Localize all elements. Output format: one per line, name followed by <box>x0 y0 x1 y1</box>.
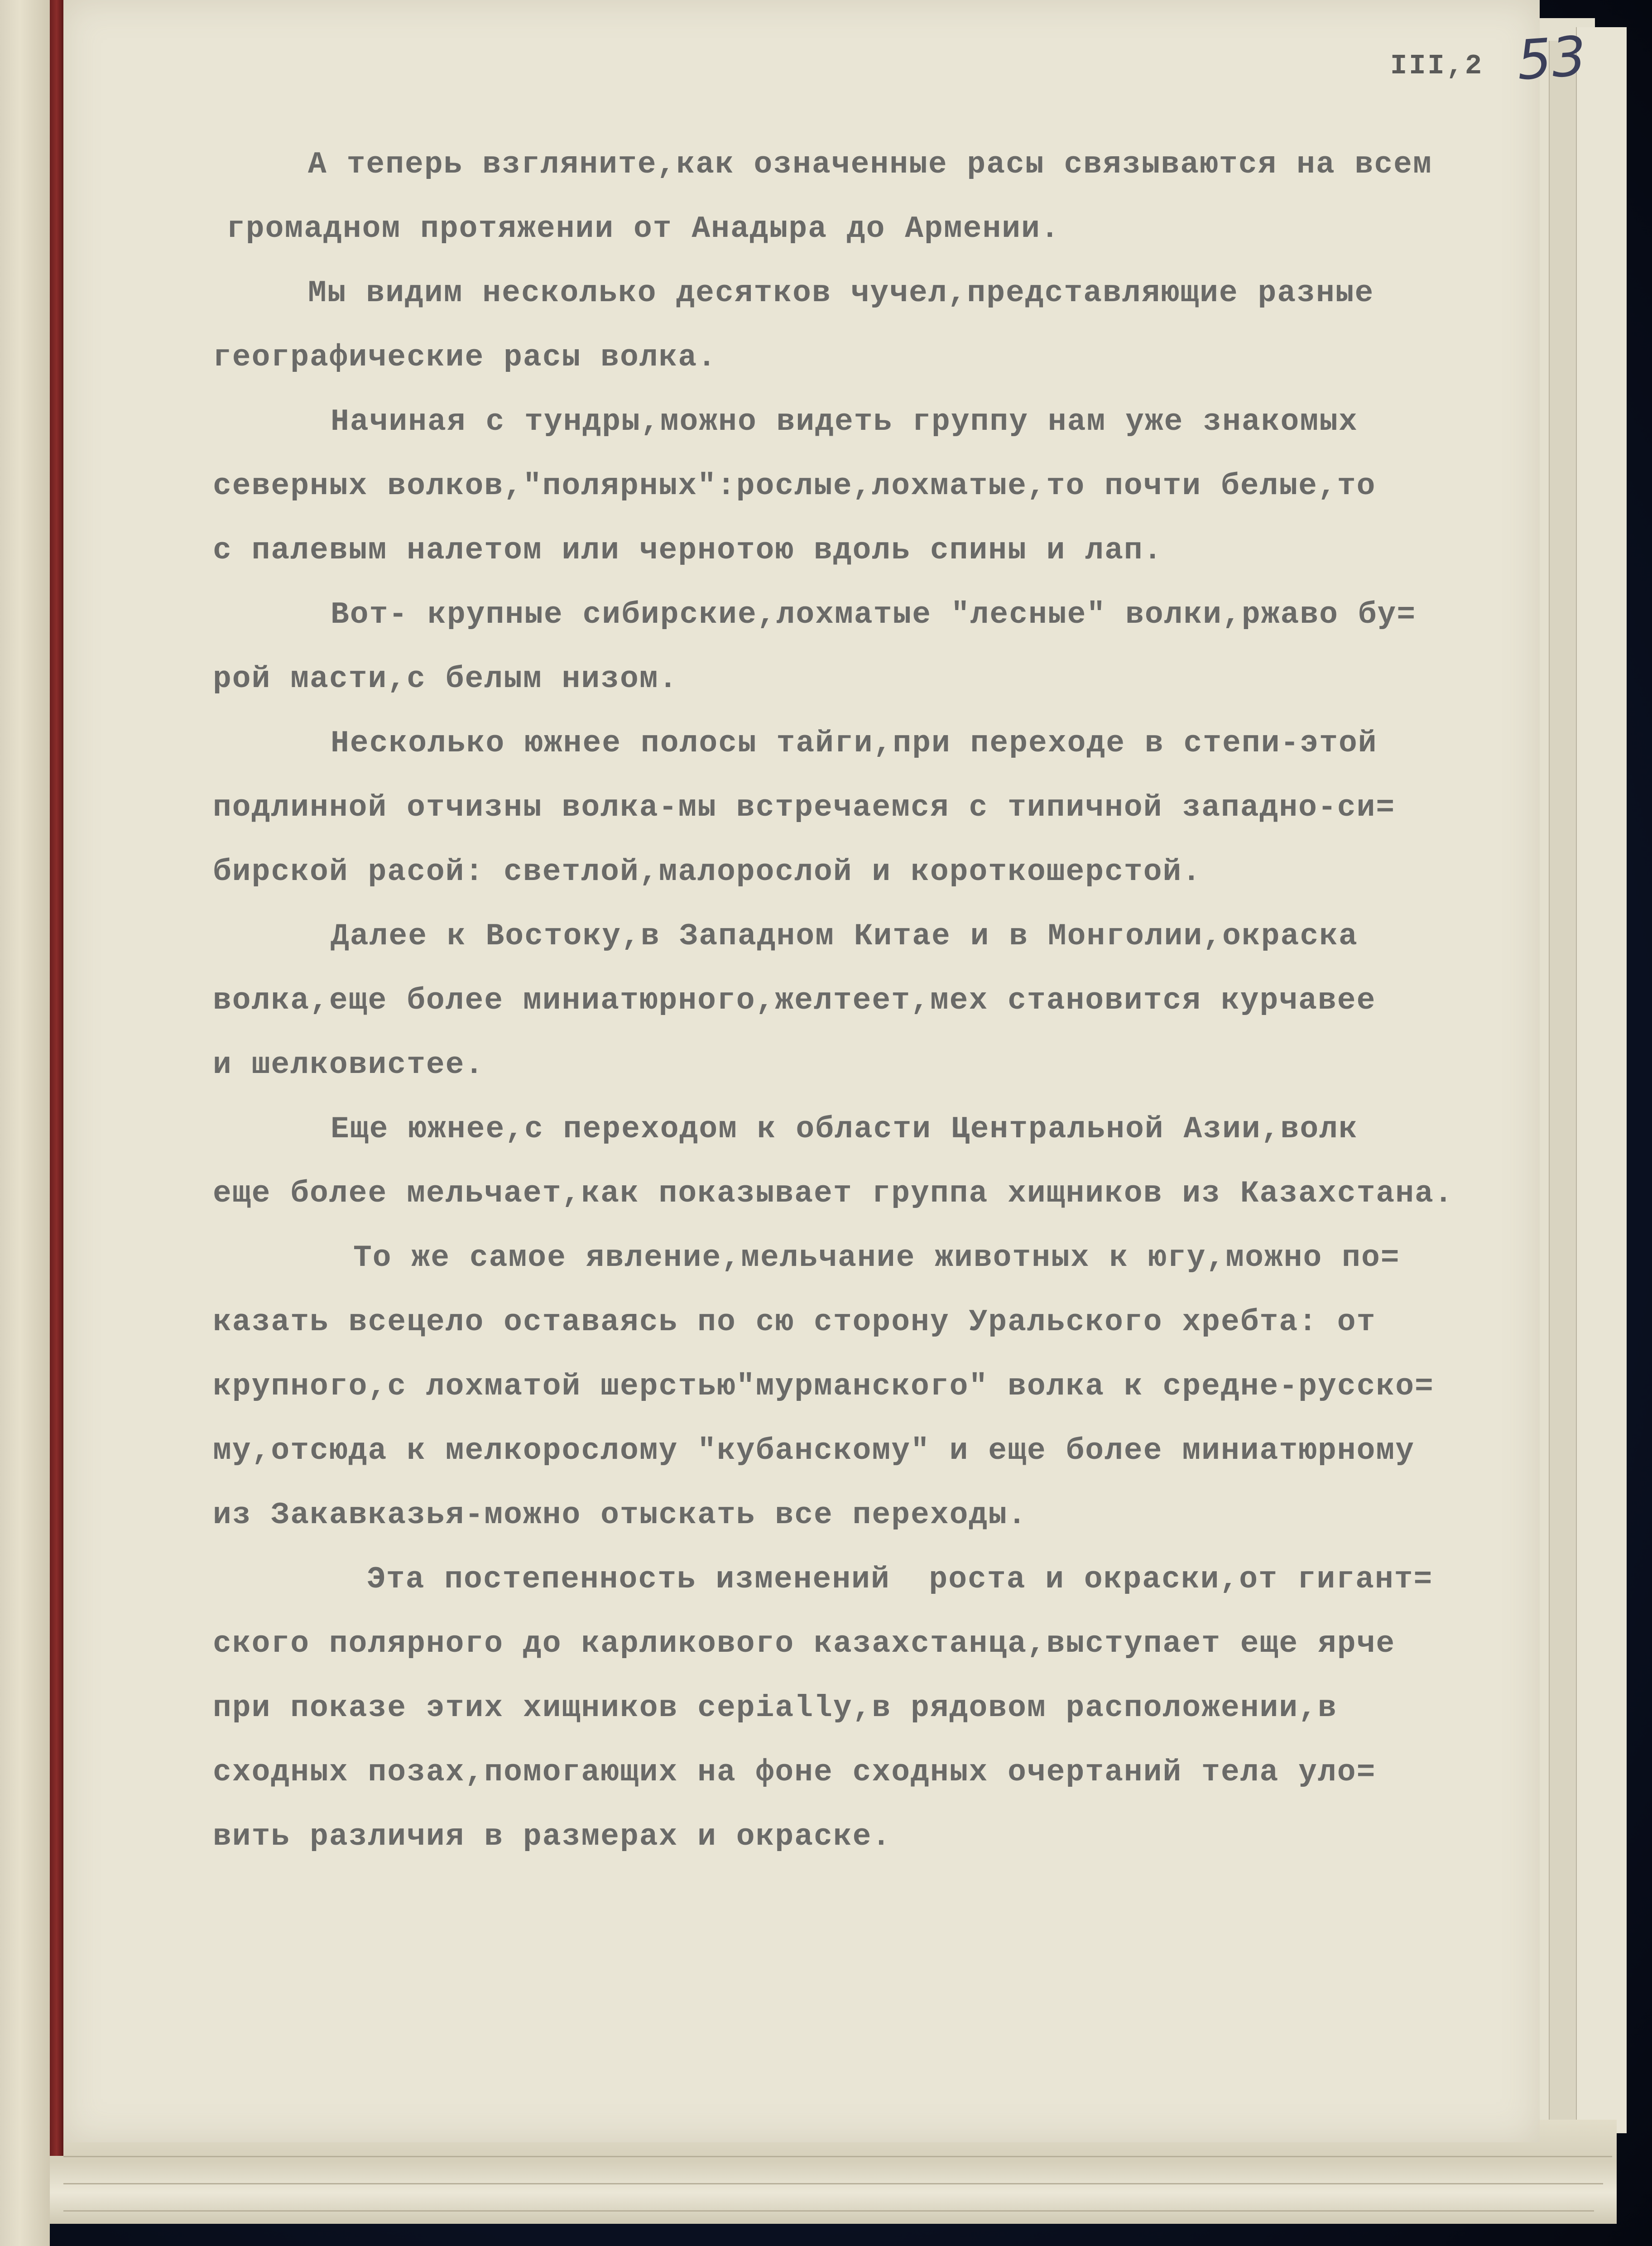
text-line: громадном протяжении от Анадыра до Армении. <box>226 212 1060 246</box>
text-line: вить различия в размерах и окраске. <box>213 1819 892 1854</box>
page-edge-line <box>63 2210 1594 2212</box>
text-line: бирской расой: светлой,малорослой и короткошерстой. <box>213 855 1202 890</box>
text-line: Мы видим несколько десятков чучел,представляющие разные <box>308 276 1374 311</box>
page-stack-edge <box>1576 27 1627 2133</box>
page-edge-line <box>63 2156 1612 2157</box>
text-line: А теперь взгляните,как означенные расы связываются на всем <box>308 147 1432 182</box>
text-line: северных волков,"полярных":рослые,лохматые,то почти белые,то <box>213 469 1376 504</box>
text-line: подлинной отчизны волка-мы встречаемся с типичной западно-си= <box>213 790 1396 825</box>
text-line: географические расы волка. <box>213 340 717 375</box>
page-number: III,2 <box>1390 50 1484 82</box>
text-line: сходных позах,помогающих на фоне сходных очертаний тела уло= <box>213 1755 1376 1790</box>
text-line: с палевым налетом или чернотою вдоль спины и лап. <box>213 533 1163 568</box>
text-line: му,отсюда к мелкорослому "кубанскому" и еще более миниатюрному <box>213 1433 1415 1468</box>
text-line: еще более мельчает,как показывает группа хищников из Казахстана. <box>213 1176 1454 1211</box>
text-line: волка,еще более миниатюрного,желтеет,мех становится курчавее <box>213 983 1376 1018</box>
text-line: Начиная с тундры,можно видеть группу нам уже знакомых <box>331 404 1358 439</box>
text-line: Несколько южнее полосы тайги,при переходе в степи-этой <box>331 726 1378 761</box>
document-page <box>63 0 1589 2142</box>
text-line: Эта постепенность изменений роста и окраски,от гигант= <box>367 1562 1433 1597</box>
text-line: Вот- крупные сибирские,лохматые "лесные" волки,ржаво бу= <box>331 597 1417 632</box>
text-line: и шелковистее. <box>213 1048 485 1082</box>
text-line: при показе этих хищников серially,в рядовом расположении,в <box>213 1691 1337 1726</box>
text-line: крупного,с лохматой шерстью"мурманского" волка к средне-русско= <box>213 1369 1434 1404</box>
page-edge-line <box>63 2183 1603 2184</box>
binder-spine <box>50 0 63 2156</box>
text-line: ского полярного до карликового казахстанца,выступает еще ярче <box>213 1626 1396 1661</box>
text-line: Еще южнее,с переходом к области Центральной Азии,волк <box>331 1112 1358 1147</box>
text-line: казать всецело оставаясь по сю сторону Уральского хребта: от <box>213 1305 1376 1340</box>
folio-number: 53 <box>1515 24 1589 93</box>
binder-edge <box>0 0 50 2246</box>
text-line: Далее к Востоку,в Западном Китае и в Монголии,окраска <box>331 919 1358 954</box>
text-line: рой масти,с белым низом. <box>213 662 678 697</box>
text-line: из Закавказья-можно отыскать все переходы. <box>213 1498 1027 1533</box>
text-line: То же самое явление,мельчание животных к югу,можно по= <box>353 1241 1400 1275</box>
